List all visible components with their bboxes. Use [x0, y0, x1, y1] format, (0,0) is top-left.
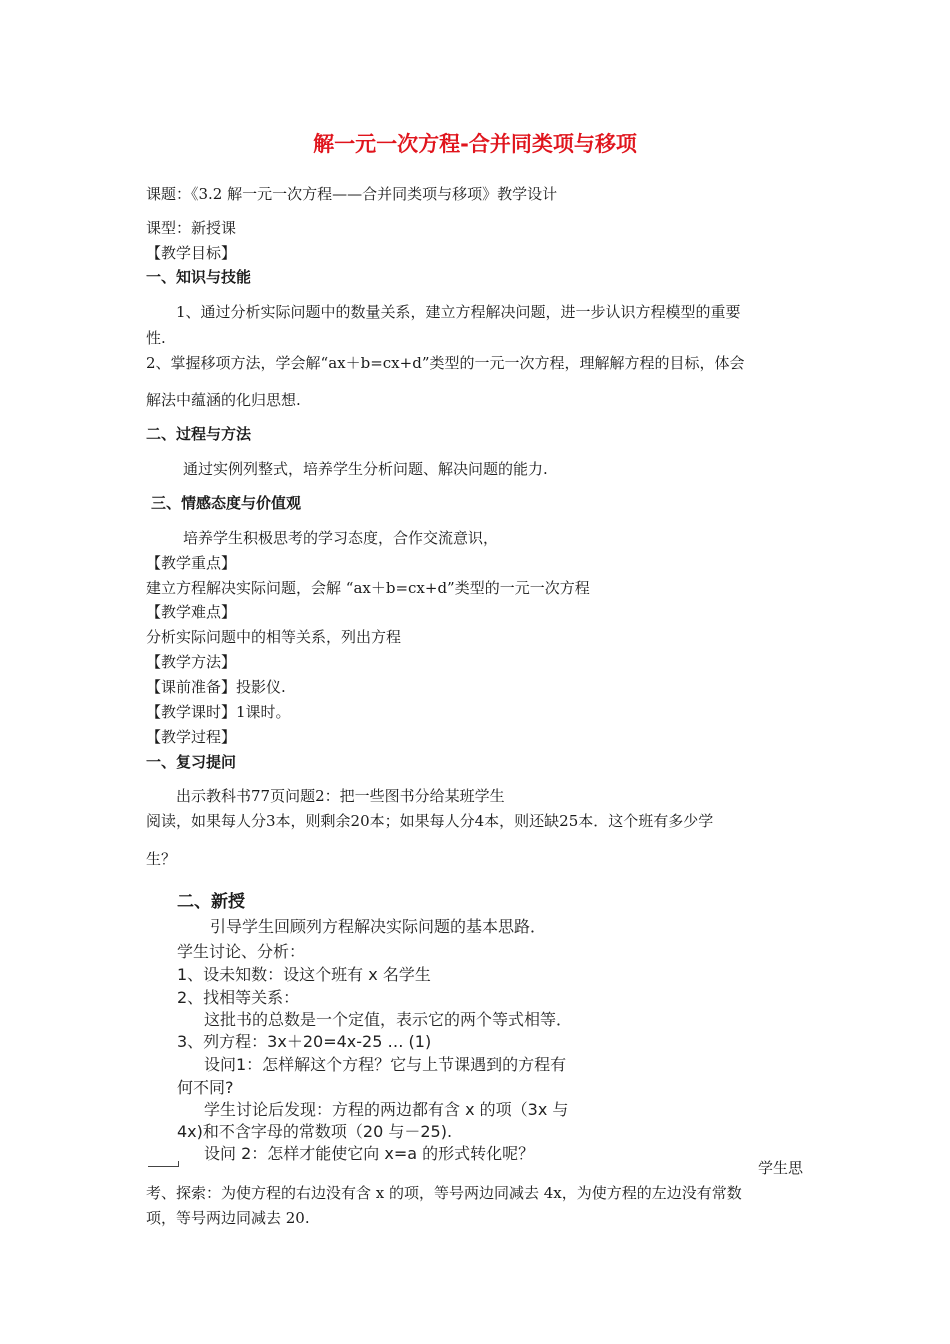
page-title: 解一元一次方程-合并同类项与移项: [313, 132, 637, 156]
lesson-type: 课型：新授课: [146, 219, 237, 237]
topic-line: 课题：《3.2 解一元一次方程——合并同类项与移项》教学设计: [146, 185, 558, 203]
new-lesson-line-2: 学生讨论、分析：: [177, 942, 306, 961]
hours-label: 【教学课时】: [146, 703, 237, 721]
process-method-text: 通过实例列整式，培养学生分析问题、解决问题的能力.: [183, 460, 548, 478]
hours-text: 1课时。: [236, 703, 291, 721]
key-points-text: 建立方程解决实际问题，会解 “ax＋b=cx+d”类型的一元一次方程: [146, 579, 590, 597]
review-text-3: 生？: [146, 850, 177, 868]
key-points-label: 【教学重点】: [146, 554, 237, 572]
tail-right-text: 学生思: [758, 1159, 804, 1177]
difficulties-text: 分析实际问题中的相等关系，列出方程: [146, 628, 402, 646]
new-lesson-line-9: 学生讨论后发现：方程的两边都有含 x 的项（3x 与: [204, 1100, 569, 1119]
new-lesson-line-5: 这批书的总数是一个定值，表示它的两个等式相等．: [204, 1010, 573, 1029]
prep-text: 投影仪.: [236, 678, 286, 696]
new-lesson-line-10: 4x)和不含字母的常数项（20 与－25).: [177, 1122, 453, 1141]
new-lesson-line-1: 引导学生回顾列方程解决实际问题的基本思路．: [210, 917, 547, 936]
objective-1-line-2: 性.: [146, 329, 166, 347]
prep-line: [146, 676, 286, 697]
objective-1-line-1: 1、通过分析实际问题中的数量关系，建立方程解决问题，进一步认识方程模型的重要: [176, 303, 741, 321]
objectives-label: 【教学目标】: [146, 244, 237, 262]
objective-2-line-1: 2、掌握移项方法，学会解“ax＋b=cx+d”类型的一元一次方程，理解解方程的目标，体会: [146, 354, 745, 372]
new-lesson-line-7: 设问1：怎样解这个方程？它与上节课遇到的方程有: [204, 1055, 567, 1074]
new-lesson-line-6: 3、列方程：3x＋20=4x-25 … (1): [177, 1032, 432, 1051]
tail-line-1: 考、探索：为使方程的右边没有含 x 的项，等号两边同减去 4x，为使方程的左边没有常数: [146, 1184, 742, 1202]
attitude-text: 培养学生积极思考的学习态度，合作交流意识，: [183, 529, 499, 547]
process-method-heading: 二、过程与方法: [146, 425, 252, 443]
frame-corner-mark: [148, 1166, 178, 1167]
new-lesson-line-11: 设问 2：怎样才能使它向 x=a 的形式转化呢？: [204, 1144, 535, 1163]
review-text-2: 阅读，如果每人分3本，则剩余20本；如果每人分4本，则还缺25本．这个班有多少学: [146, 812, 714, 830]
tail-line-2: 项，等号两边同减去 20.: [146, 1209, 310, 1227]
objective-2-line-2: 解法中蕴涵的化归思想.: [146, 391, 301, 409]
new-lesson-heading: 二、新授: [177, 892, 245, 912]
new-lesson-line-8: 何不同?: [177, 1078, 234, 1097]
attitude-heading: 三、情感态度与价值观: [151, 494, 302, 512]
difficulties-label: 【教学难点】: [146, 603, 237, 621]
review-heading: 一、复习提问: [146, 753, 237, 771]
review-text-1: 出示教科书77页问题2：把一些图书分给某班学生: [176, 787, 505, 805]
process-label: 【教学过程】: [146, 728, 237, 746]
hours-line: [146, 701, 291, 722]
prep-label: 【课前准备】: [146, 678, 237, 696]
new-lesson-line-4: 2、找相等关系：: [177, 988, 300, 1007]
method-label: 【教学方法】: [146, 653, 237, 671]
knowledge-skills-heading: 一、知识与技能: [146, 268, 252, 286]
new-lesson-line-3: 1、设未知数：设这个班有 x 名学生: [177, 965, 431, 984]
